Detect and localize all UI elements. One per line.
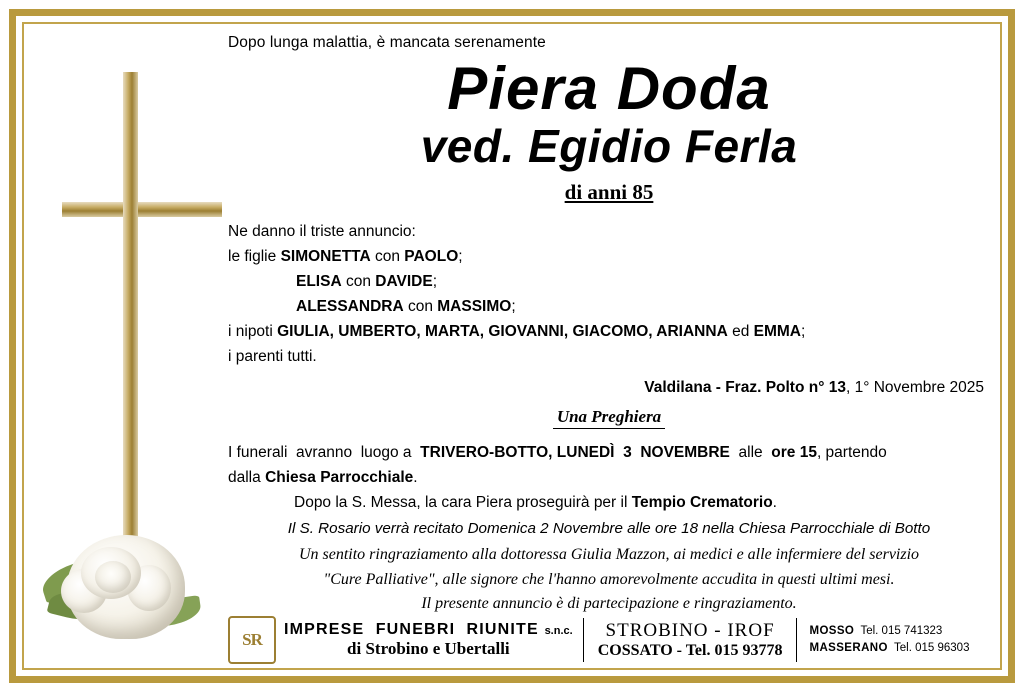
family-line-3: ALESSANDRA con MASSIMO; xyxy=(296,298,516,316)
family-line-5: i parenti tutti. xyxy=(228,348,317,366)
cross-icon xyxy=(62,72,222,542)
funeral-line-1: I funerali avranno luogo a TRIVERO-BOTTO, LUNEDÌ 3 NOVEMBRE alle ore 15, partendo xyxy=(228,444,887,462)
rose-petal xyxy=(95,561,131,593)
thanks-line-1: Un sentito ringraziamento alla dottoressa Giulia Mazzon, ai medici e alle infermiere del servizio xyxy=(298,545,920,563)
opening-line: Dopo lunga malattia, è mancata serenamente xyxy=(228,34,546,51)
funeral-home-contacts xyxy=(797,623,990,658)
family-line-4: i nipoti GIULIA, UMBERTO, MARTA, GIOVANNI, GIACOMO, ARIANNA ed EMMA; xyxy=(228,323,806,341)
brand-line-1: STROBINO - IROF xyxy=(605,620,775,641)
cross-vertical-bar xyxy=(123,72,138,542)
funeral-home-footer xyxy=(228,616,990,664)
deceased-widow-name: ved. Egidio Ferla xyxy=(420,120,798,173)
funeral-details xyxy=(228,441,990,515)
rosary-line: Il S. Rosario verrà recitato Domenica 2 Novembre alle ore 18 nella Chiesa Parrocchiale di Botto xyxy=(287,519,931,537)
funeral-line-3: Dopo la S. Messa, la cara Piera proseguirà per il Tempio Crematorio. xyxy=(294,494,777,512)
announce-intro: Ne danno il triste annuncio: xyxy=(228,222,416,240)
contact-row: MASSERANO Tel. 015 96303 xyxy=(809,642,970,654)
firm-line-1: IMPRESE FUNEBRI RIUNITE s.n.c. xyxy=(284,621,573,638)
family-line-2: ELISA con DAVIDE; xyxy=(296,273,437,290)
thanks-block xyxy=(228,543,990,617)
family-announcement xyxy=(228,219,990,370)
contact-row: MOSSO Tel. 015 741323 xyxy=(809,624,943,637)
thanks-line-3: Il presente annuncio è di partecipazione e ringraziamento. xyxy=(421,595,797,613)
funeral-home-brand xyxy=(583,618,798,662)
prayer-heading xyxy=(228,407,990,427)
brand-line-2: COSSATO - Tel. 015 93778 xyxy=(597,642,783,659)
family-line-1: le figlie SIMONETTA con PAOLO; xyxy=(228,247,463,265)
funeral-home-logo-icon xyxy=(228,616,276,664)
place-and-date: Valdilana - Fraz. Polto n° 13, 1° Novembre 2025 xyxy=(644,379,984,397)
funeral-line-2: dalla Chiesa Parrocchiale. xyxy=(228,469,418,487)
notice-content xyxy=(228,34,990,617)
logo-monogram: SR xyxy=(242,630,262,649)
thanks-line-2: "Cure Palliative", alle signore che l'hanno amorevolmente accudita in questi ultimi mesi. xyxy=(323,570,895,588)
white-rose-icon xyxy=(35,507,225,647)
firm-line-2: di Strobino e Ubertalli xyxy=(347,639,510,658)
funeral-home-name xyxy=(284,621,583,659)
deceased-name: Piera Doda xyxy=(447,55,771,122)
deceased-name-block xyxy=(228,55,990,205)
prayer-text: Una Preghiera xyxy=(553,407,665,429)
cross-horizontal-bar xyxy=(62,202,222,217)
deceased-age: di anni 85 xyxy=(564,179,654,204)
